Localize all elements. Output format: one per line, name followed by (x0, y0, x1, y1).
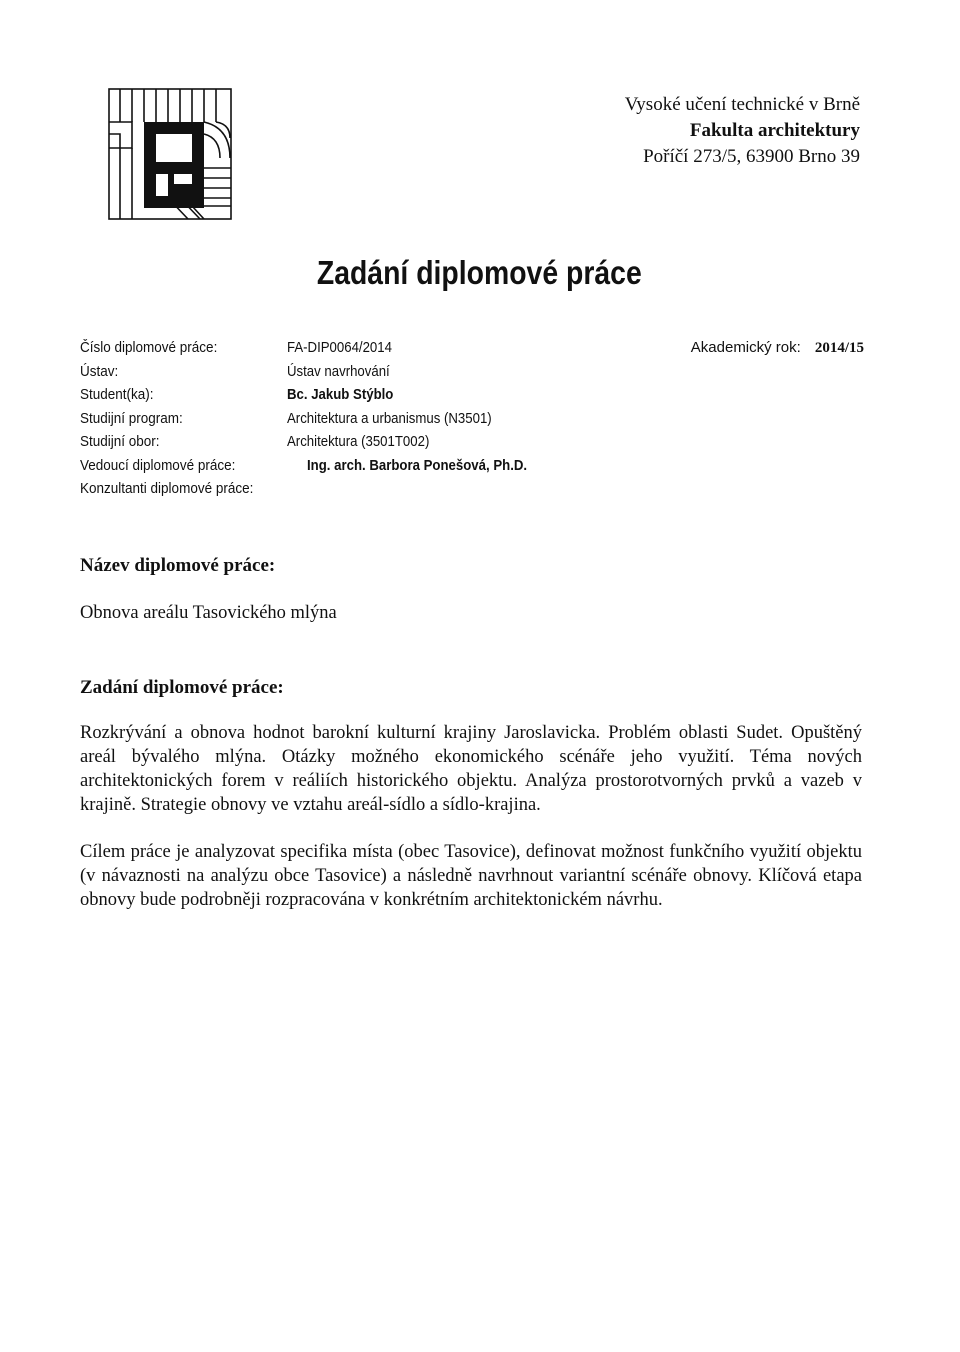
faculty-name: Fakulta architektury (689, 120, 860, 141)
info-value: Architektura (3501T002) (287, 433, 430, 450)
document-title: Zadání diplomové práce (316, 254, 642, 291)
info-value: FA-DIP0064/2014 (287, 339, 392, 356)
thesis-title-heading: Název diplomové práce: (80, 555, 276, 576)
assignment-paragraph-2: Cílem práce je analyzovat specifika místa (obec Tasovice), definovat možnost funkčního využití objektu (v návaznosti na analýzu obce Tasovice) a následně navrhnout variantní scénáře obnovy. Klíčová etapa obnovy bude podrobněji rozpracována v konkrétním architektonickém návrhu. (80, 842, 862, 910)
info-value: Bc. Jakub Stýblo (287, 386, 394, 403)
info-label: Studijní program: (80, 409, 183, 427)
info-label: Ústav: (80, 362, 119, 380)
faculty-logo (108, 88, 232, 220)
assignment-paragraph-1: Rozkrývání a obnova hodnot barokní kulturní krajiny Jaroslavicka. Problém oblasti Sudet. Opuštěný areál bývalého mlýna. Otázky možného ekonomického scénáře jeho využití. Téma nových architektonických forem v reáliích historického objektu. Analýza prostorotvorných prvků a vazeb v krajině. Strategie obnovy ve vztahu areál-sídlo a sídlo-krajina. (80, 723, 862, 815)
info-label: Vedoucí diplomové práce: (80, 456, 236, 474)
institution-header (625, 92, 860, 170)
info-value: Ing. arch. Barbora Ponešová, Ph.D. (307, 456, 528, 474)
institution-address: Poříčí 273/5, 63900 Brno 39 (643, 146, 860, 167)
info-value: Ústav navrhování (287, 362, 390, 380)
university-name: Vysoké učení technické v Brně (624, 94, 860, 115)
academic-year-label: Akademický rok: (690, 339, 801, 356)
info-label: Studijní obor: (80, 433, 160, 450)
academic-year (691, 336, 864, 361)
info-label: Konzultanti diplomové práce: (80, 480, 254, 497)
info-label: Číslo diplomové práce: (80, 339, 218, 356)
info-label: Student(ka): (80, 386, 154, 403)
info-value: Architektura a urbanismus (N3501) (287, 409, 492, 427)
thesis-title-text: Obnova areálu Tasovického mlýna (80, 603, 337, 623)
academic-year-value: 2014/15 (814, 340, 864, 356)
assignment-heading: Zadání diplomové práce: (80, 677, 284, 698)
